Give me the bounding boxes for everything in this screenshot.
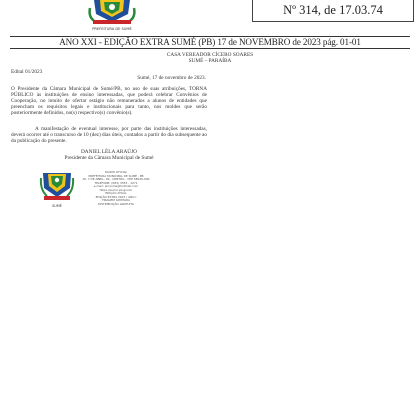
svg-text:PREFEITURA DE SUMÉ: PREFEITURA DE SUMÉ: [92, 27, 132, 31]
municipal-crest-bottom: [39, 172, 75, 210]
colophon-line: TELEFONE: (083) 3353 - 1271: [94, 180, 138, 185]
law-reference-box: Nº 314, de 17.03.74: [252, 0, 414, 22]
colophon-line: AV. 7 DE ABRIL, 09 - CENTRO - CEP 58540-000: [82, 177, 150, 181]
colophon-line: DIÁRIO OFICIAL: [104, 170, 128, 174]
signer-title: Presidente da Câmara Municipal de Sumé: [64, 155, 154, 161]
municipal-crest-top: [84, 0, 140, 32]
institution-location: SUMÉ – PARAÍBA: [188, 58, 232, 64]
edition-line: ANO XXI - EDIÇÃO EXTRA SUMÉ (PB) 17 de NOVEMBRO de 2023 pág. 01-01: [59, 37, 361, 47]
institution-name: CASA VEREADOR CÍCERO SOARES: [166, 52, 254, 58]
colophon-line: DISTRIBUIÇÃO GRATUITA: [98, 201, 134, 206]
notice-date: Sumé, 17 de novembro de 2023.: [137, 75, 206, 81]
colophon-line: https://sume.pb.gov.br: [99, 187, 133, 192]
header-rule-bottom: [10, 48, 410, 49]
colophon-line: e-mail: pmsume@hotmail.com: [93, 184, 139, 188]
svg-text:SUMÉ: SUMÉ: [52, 204, 62, 208]
colophon-line: TIRAGEM ILIMITADA: [101, 198, 131, 202]
colophon-line: PREFEITURA MUNICIPAL DE SUMÉ - PB: [88, 173, 144, 178]
notice-paragraph-1: O Presidente da Câmara Municipal de Sumé/PB, no uso de suas atribuições, TORNA PÚBLICO às instituições de ensino interessadas, que poderá celebrar Convênios de Cooperação, no intuito de ofertar estágio não remunerados a alunos de entidades que preencham os requisitos legais e institucionais para tanto, nos moldes que serão posteriormente definidos, no(s) respectivo(s) convênio(s).: [11, 86, 207, 117]
colophon-block: [78, 171, 154, 206]
signer-name: DANIEL LÉLA ARAÚJO: [80, 149, 137, 155]
edital-number: Edital 01/2023: [11, 69, 43, 75]
colophon-line: EDIÇÃO EXTRA 2023 / ANO I: [95, 194, 137, 199]
colophon-line: EDIÇÃO ATUAL: [105, 191, 127, 195]
notice-paragraph-2: A manifestação de eventual interesse, por parte das instituições interessadas, deverá ocorrer até o transcurso de 10 (dez) dias úteis, contados a partir do dia subsequente ao da publicação do presente.: [11, 126, 207, 145]
